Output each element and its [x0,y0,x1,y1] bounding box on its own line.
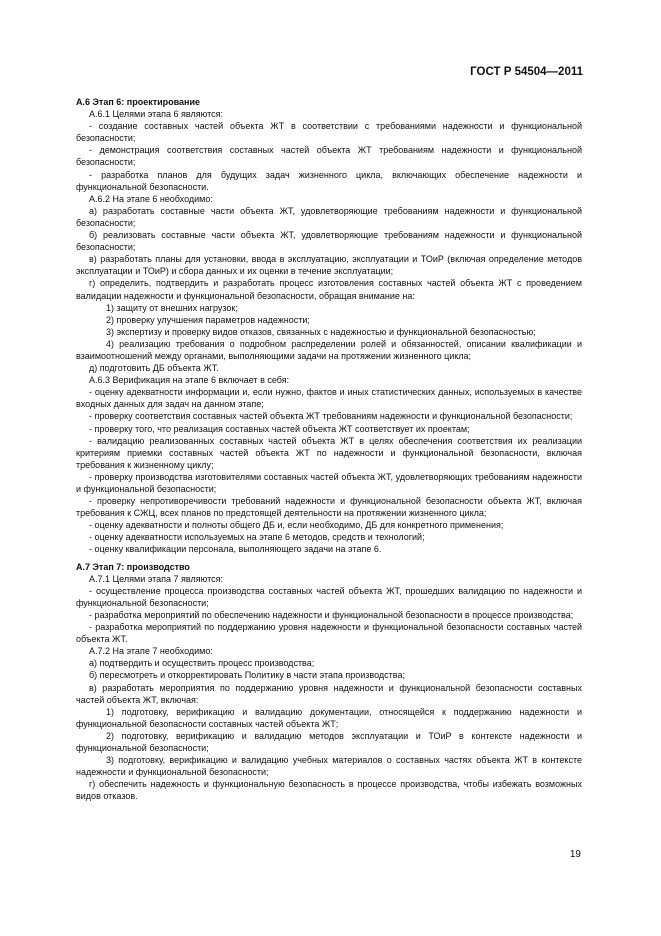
bullet-item: - оценку адекватности и полноты общего ДБ и, если необходимо, ДБ для конкретного применения; [89,520,504,531]
clause-a6-1: А.6.1 Целями этапа 6 являются: [89,109,224,120]
clause-a6-3: А.6.3 Верификация на этапе 6 включает в себя: [89,375,290,386]
list-item: б) реализовать составные части объекта ЖТ, удовлетворяющие требованиям надежности и функциональной безопасности; [76,230,582,253]
bullet-item: - оценку квалификации персонала, выполняющего задачи на этапе 6. [89,544,382,555]
bullet-item: - проверку непротиворечивости требований надежности и функциональной безопасности объекта ЖТ, включая требования к СЖЦ, всех планов по предстоящей деятельности на протяжении жизненного цикла; [76,496,582,519]
sub-list-item: 2) подготовку, верификацию и валидацию методов эксплуатации и ТОиР в контексте надежности и функциональной безопасности; [76,730,582,753]
clause-a7-2: А.7.2 На этапе 7 необходимо: [89,646,213,657]
sub-list-item: 3) экспертизу и проверку видов отказов, связанных с надежностью и функциональной безопасностью; [106,326,536,337]
section-heading-a7: А.7 Этап 7: производство [76,561,190,572]
bullet-item: - проверку соответствия составных частей объекта ЖТ требованиям надежности и функциональной безопасности; [89,411,573,422]
bullet-item: - создание составных частей объекта ЖТ в соответствии с требованиями надежности и функциональной безопасности; [76,121,582,144]
document-body [76,96,582,802]
bullet-item: - разработка мероприятий по поддержанию уровня надежности и функциональной безопасности составных частей объекта ЖТ. [76,622,582,645]
bullet-item: - проверку того, что реализация составных частей объекта ЖТ соответствует их проектам; [89,423,470,434]
list-item: д) подготовить ДБ объекта ЖТ. [89,363,219,374]
list-item: а) подтвердить и осуществить процесс производства; [89,658,315,669]
list-item: в) разработать планы для установки, ввода в эксплуатацию, эксплуатации и ТОиР (включая определение методов эксплуатации и ТОиР) и сбора данных и их оценки в течение эксплуатации; [76,254,582,277]
bullet-item: - проверку производства изготовителями составных частей объекта ЖТ, удовлетворяющих требованиям надежности и функциональной безопасности; [76,471,582,494]
list-item: г) обеспечить надежность и функциональную безопасность в процессе производства, чтобы избежать возможных видов отказов. [76,779,582,802]
section-heading-a6: А.6 Этап 6: проектирование [76,97,201,107]
bullet-item: - оценку адекватности используемых на этапе 6 методов, средств и технологий; [89,532,425,543]
bullet-item: - осуществление процесса производства составных частей объекта ЖТ, прошедших валидацию по надежности и функциональной безопасности; [76,585,582,608]
sub-list-item: 1) подготовку, верификацию и валидацию документации, относящейся к поддержанию надежности и функциональной безопасности составных частей объекта ЖТ; [76,706,582,729]
page-number: 19 [569,849,581,860]
list-item: а) разработать составные части объекта ЖТ, удовлетворяющие требованиям надежности и функциональной безопасности; [76,205,582,228]
list-item: б) пересмотреть и откорректировать Политику в части этапа производства; [89,670,405,681]
sub-list-item: 2) проверку улучшения параметров надежности; [106,314,310,325]
sub-list-item: 3) подготовку, верификацию и валидацию учебных материалов о составных частях объекта ЖТ в контексте надежности и функциональной безопасности; [76,755,582,778]
list-item: г) определить, подтвердить и разработать процесс изготовления составных частей объекта ЖТ с проведением валидации надежности и функциональной безопасности, обращая внимание на: [76,278,582,301]
clause-a6-2: А.6.2 На этапе 6 необходимо: [89,193,213,204]
clause-a7-1: А.7.1 Целями этапа 7 являются: [89,573,224,584]
sub-list-item: 1) защиту от внешних нагрузок; [106,302,238,313]
bullet-item: - разработка мероприятий по обеспечению надежности и функциональной безопасности в процессе производства; [89,609,574,620]
bullet-item: - демонстрация соответствия составных частей объекта ЖТ требованиям надежности и функциональной безопасности; [76,145,582,168]
bullet-item: - оценку адекватности информации и, если нужно, фактов и иных статистических данных, используемых в качестве входных данных для задач на данном этапе; [76,387,582,410]
list-item: в) разработать мероприятия по поддержанию уровня надежности и функциональной безопасности составных частей объекта ЖТ, включая: [76,682,582,705]
bullet-item: - валидацию реализованных составных частей объекта ЖТ в целях обеспечения соответствия их реализации критериям приемки составных частей объекта ЖТ по надежности и функциональной безопасности, включая требования к жизненному циклу; [76,435,582,470]
document-id: ГОСТ Р 54504—2011 [470,66,583,78]
bullet-item: - разработка планов для будущих задач жизненного цикла, включающих обеспечение надежности и функциональной безопасности. [76,169,582,192]
sub-list-item: 4) реализацию требования о подробном распределении ролей и обязанностей, описании квалификации и взаимоотношений между органами, выполняющими задачи на протяжении жизненного цикла; [76,338,582,361]
